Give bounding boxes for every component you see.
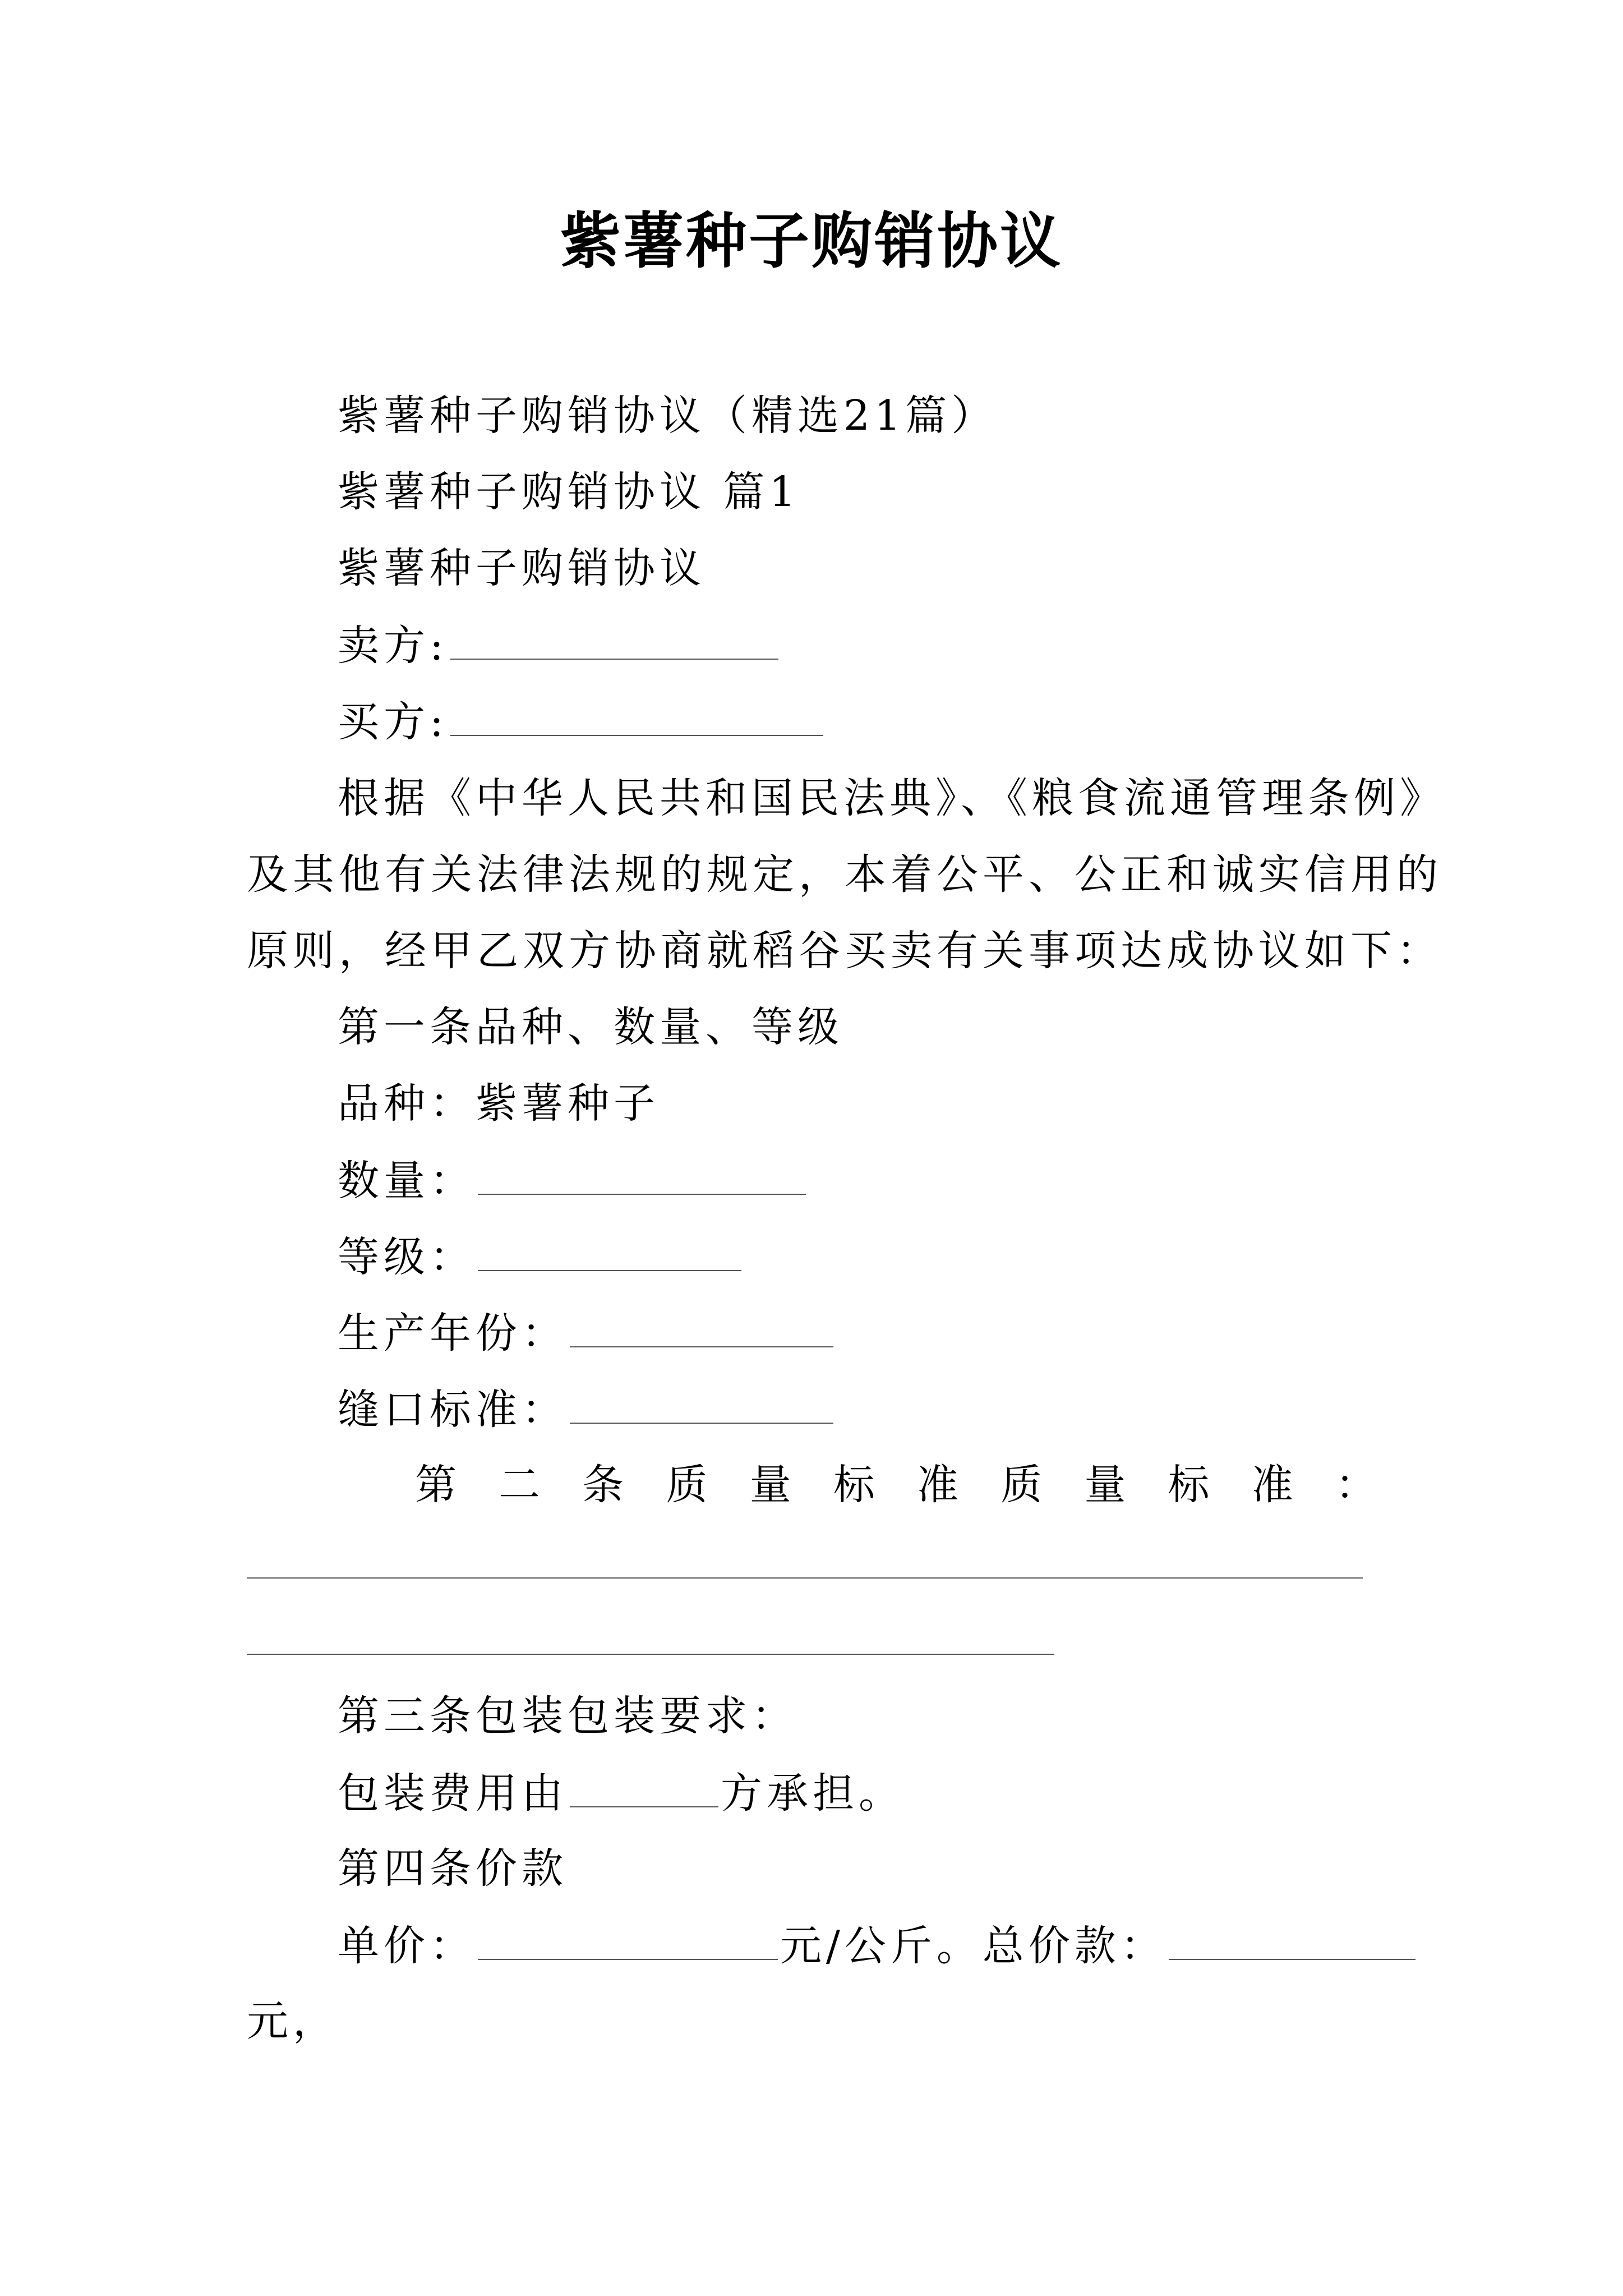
document-title: 紫薯种子购销协议 [560, 206, 1063, 277]
article-2-char: 量 [749, 1461, 791, 1509]
article-2-char: 条 [582, 1461, 624, 1509]
article-1-title: 第一条品种、数量、等级 [338, 1003, 843, 1051]
packing-fee-prefix: 包装费用由 [338, 1769, 568, 1818]
article-2-char: 准 [917, 1461, 959, 1509]
quality-standard-blank-2[interactable] [247, 1654, 1054, 1655]
paragraph-line-1: 根据《中华人民共和国民法典》、《粮食流通管理条例》 [338, 774, 1446, 822]
buyer-blank[interactable] [450, 690, 823, 736]
packing-fee-blank[interactable] [570, 1761, 718, 1807]
quantity-line [338, 1149, 808, 1212]
article-2-char: 质 [1000, 1461, 1043, 1509]
production-year-line [338, 1301, 836, 1364]
seller-blank[interactable] [450, 614, 778, 660]
unit-price-unit: 元/公斤。总价款： [780, 1922, 1166, 1970]
quantity-blank[interactable] [478, 1149, 806, 1195]
grade-blank[interactable] [478, 1225, 741, 1271]
article-2-char: 量 [1084, 1461, 1126, 1509]
article-2-char: 质 [666, 1461, 708, 1509]
seam-standard-blank[interactable] [570, 1378, 833, 1424]
seam-standard-line [338, 1378, 836, 1441]
price-line [338, 1914, 1418, 1977]
buyer-line [338, 690, 826, 753]
seller-label: 卖方: [338, 622, 448, 670]
article-2-char: 第 [415, 1461, 457, 1509]
total-price-blank[interactable] [1169, 1914, 1415, 1960]
grade-label: 等级： [338, 1233, 476, 1281]
production-year-blank[interactable] [570, 1301, 833, 1347]
grade-line [338, 1225, 744, 1288]
production-year-label: 生产年份： [338, 1309, 568, 1358]
agreement-heading: 紫薯种子购销协议 [338, 544, 706, 592]
article-2-char: 准 [1251, 1461, 1293, 1509]
buyer-label: 买方: [338, 698, 448, 746]
quality-standard-blank-1[interactable] [247, 1577, 1363, 1579]
paragraph-line-2: 及其他有关法律法规的规定，本着公平、公正和诚实信用的 [247, 850, 1442, 899]
article-2-char: 标 [833, 1461, 875, 1509]
total-unit: 元， [247, 1997, 339, 2045]
article-3-title: 第三条包装包装要求： [338, 1692, 797, 1740]
article-4-title: 第四条价款 [338, 1844, 568, 1893]
quantity-label: 数量： [338, 1157, 476, 1205]
part-heading: 紫薯种子购销协议 篇1 [338, 468, 800, 516]
article-2-char: 标 [1168, 1461, 1210, 1509]
variety-line: 品种：紫薯种子 [338, 1079, 660, 1128]
unit-price-label: 单价： [338, 1922, 476, 1970]
subtitle: 紫薯种子购销协议（精选21篇） [338, 392, 998, 440]
packing-fee-suffix: 方承担。 [721, 1769, 905, 1818]
seller-line [338, 614, 781, 677]
seam-standard-label: 缝口标准： [338, 1386, 568, 1434]
packing-fee-line [338, 1761, 905, 1824]
paragraph-line-3: 原则，经甲乙双方协商就稻谷买卖有关事项达成协议如下： [247, 927, 1442, 975]
article-2-char: ： [1335, 1461, 1377, 1509]
article-2-char: 二 [499, 1461, 541, 1509]
article-2-title [415, 1454, 1377, 1516]
unit-price-blank[interactable] [478, 1914, 778, 1960]
